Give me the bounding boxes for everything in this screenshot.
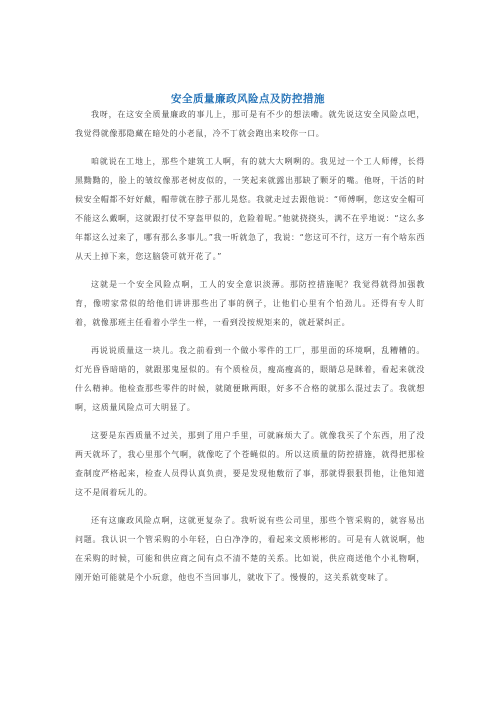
paragraph-1: 我呀，在这安全质量廉政的事儿上，那可是有不少的想法嘞。就先说这安全风险点吧，我觉得就像那隐藏在暗处的小老鼠，冷不丁就会跑出来咬你一口。: [75, 110, 425, 138]
document-title: 安全质量廉政风险点及防控措施: [171, 93, 325, 106]
paragraph-3: 这就是一个安全风险点啊，工人的安全意识淡薄。那防控措施呢？我觉得就得加强教育，像唠家常似的给他们讲讲那些出了事的例子，让他们心里有个怕劲儿。还得有专人盯着，就像那班主任看着小学生一样，一看到没按规矩来的，就赶紧纠正。: [75, 280, 425, 327]
document-body: [75, 105, 425, 596]
paragraph-4: 再说说质量这一块儿。我之前看到一个做小零件的工厂，那里面的环境啊，乱糟糟的。灯光昏昏暗暗的，就跟那鬼屋似的。有个质检员，瘦高瘦高的，眼睛总是眯着，看起来就没什么精神。他检查那些零件的时候，就随便瞅两眼，好多不合格的就那么混过去了。我就想啊，这质量风险点可大明显了。: [75, 346, 425, 412]
paragraph-6: 还有这廉政风险点啊，这就更复杂了。我听说有些公司里，那些个管采购的，就容易出问题。我认识一个管采购的小年轻，白白净净的，看起来文质彬彬的。可是有人就说啊，他在采购的时候，可能和供应商之间有点不清不楚的关系。比如说，供应商送他个小礼物啊，刚开始可能就是个小玩意，他也不当回事儿，就收下了。慢慢的，这关系就变味了。: [75, 516, 425, 582]
paragraph-5: 这要是东西质量不过关，那到了用户手里，可就麻烦大了。就像我买了个东西，用了没两天就坏了，我心里那个气啊，就像吃了个苍蝇似的。所以这质量的防控措施，就得把那检查制度严格起来，检查人员得认真负责，要是发现他敷衍了事，那就得狠狠罚他，让他知道这不是闹着玩儿的。: [75, 431, 425, 497]
paragraph-2: 咱就说在工地上，那些个建筑工人啊，有的就大大咧咧的。我见过一个工人师傅，长得黑黝黝的，脸上的皱纹像那老树皮似的，一笑起来就露出那缺了颗牙的嘴。他呀，干活的时候安全帽都不好好戴，帽带就在脖子那儿晃悠。我就走过去跟他说：“师傅啊，您这安全帽可不能这么戴啊，这就跟打仗不穿盔甲似的，危险着呢。”他就挠挠头，满不在乎地说：“这么多年都这么过来了，哪有那么多事儿。”我一听就急了，我说：“您这可不行，这万一有个啥东西从天上掉下来，您这脑袋可就开花了。”: [75, 157, 425, 261]
